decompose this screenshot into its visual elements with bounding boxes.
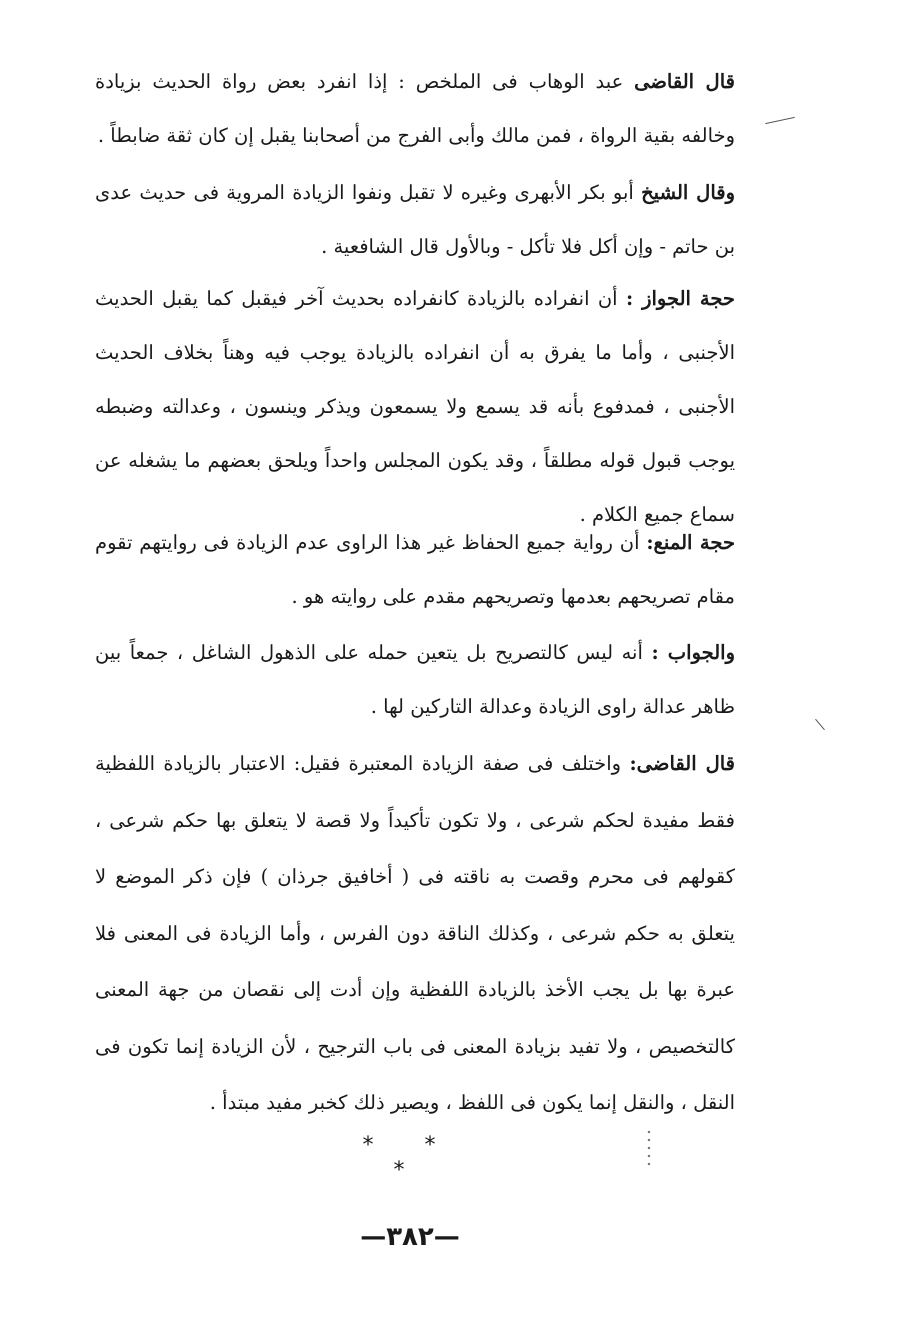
paragraph-1	[95, 55, 735, 163]
scan-dots	[647, 1128, 651, 1168]
paragraph-text: واختلف فى صفة الزيادة المعتبرة فقيل: الاعتبار بالزيادة اللفظية فقط مفيدة لحكم شرعى ، ولا تكون تأكيداً ولا قصة لا يتعلق بها حكم شرعى ، كقولهم فى محرم وقصت به ناقته فى ( أخافيق جرذان ) فإن ذكر الموضع لا يتعلق به حكم شرعى ، وكذلك الناقة دون الفرس ، وأما الزيادة فى المعنى فلا عبرة بها بل يجب الأخذ بالزيادة اللفظية وإن أدت إلى نقصان من جهة المعنى كالتخصيص ، ولا تفيد بزيادة المعنى فى باب الترجيح ، لأن الزيادة إنما تكون فى النقل ، والنقل إنما يكون فى اللفظ ، ويصير ذلك كخبر مفيد مبتدأ .	[95, 752, 735, 1114]
margin-mark	[815, 719, 825, 730]
paragraph-2	[95, 166, 735, 274]
section-ornament: * * *	[362, 1133, 458, 1183]
paragraph-lead: حجة المنع:	[646, 531, 735, 554]
paragraph-lead: والجواب :	[651, 641, 736, 664]
paragraph-5	[95, 626, 735, 734]
paragraph-lead: وقال الشيخ	[641, 181, 735, 204]
paragraph-3	[95, 272, 735, 542]
page-number: —٣٨٢—	[360, 1222, 460, 1252]
paragraph-text: أنه ليس كالتصريح بل يتعين حمله على الذهول الشاغل ، جمعاً بين ظاهر عدالة راوى الزيادة وعدالة التاركين لها .	[95, 641, 735, 718]
paragraph-4	[95, 516, 735, 624]
paragraph-6	[95, 736, 735, 1132]
paragraph-text: أبو بكر الأبهرى وغيره لا تقبل ونفوا الزيادة المروية فى حديث عدى بن حاتم - وإن أكل فلا تأكل - وبالأول قال الشافعية .	[95, 181, 735, 258]
paragraph-lead: قال القاضى:	[629, 752, 736, 775]
paragraph-text: أن انفراده بالزيادة كانفراده بحديث آخر فيقبل كما يقبل الحديث الأجنبى ، وأما ما يفرق به أن انفراده بالزيادة يوجب فيه وهناً بخلاف الحديث الأجنبى ، فمدفوع بأنه قد يسمع ولا يسمعون ويذكر وينسون ، وعدالته وضبطه يوجب قبول قوله مطلقاً ، وقد يكون المجلس واحداً ويلحق بعضهم ما يشغله عن سماع جميع الكلام .	[95, 287, 735, 526]
paragraph-text: أن رواية جميع الحفاظ غير هذا الراوى عدم الزيادة فى روايتهم تقوم مقام تصريحهم بعدمها وتصريحهم مقدم على روايته هو .	[95, 531, 735, 608]
margin-mark	[765, 117, 795, 124]
paragraph-text: عبد الوهاب فى الملخص : إذا انفرد بعض رواة الحديث بزيادة وخالفه بقية الرواة ، فمن مالك وأبى الفرج من أصحابنا يقبل إن كان ثقة ضابطاً .	[95, 70, 735, 147]
paragraph-lead: حجة الجواز :	[625, 287, 735, 310]
paragraph-lead: قال القاضى	[634, 70, 735, 93]
